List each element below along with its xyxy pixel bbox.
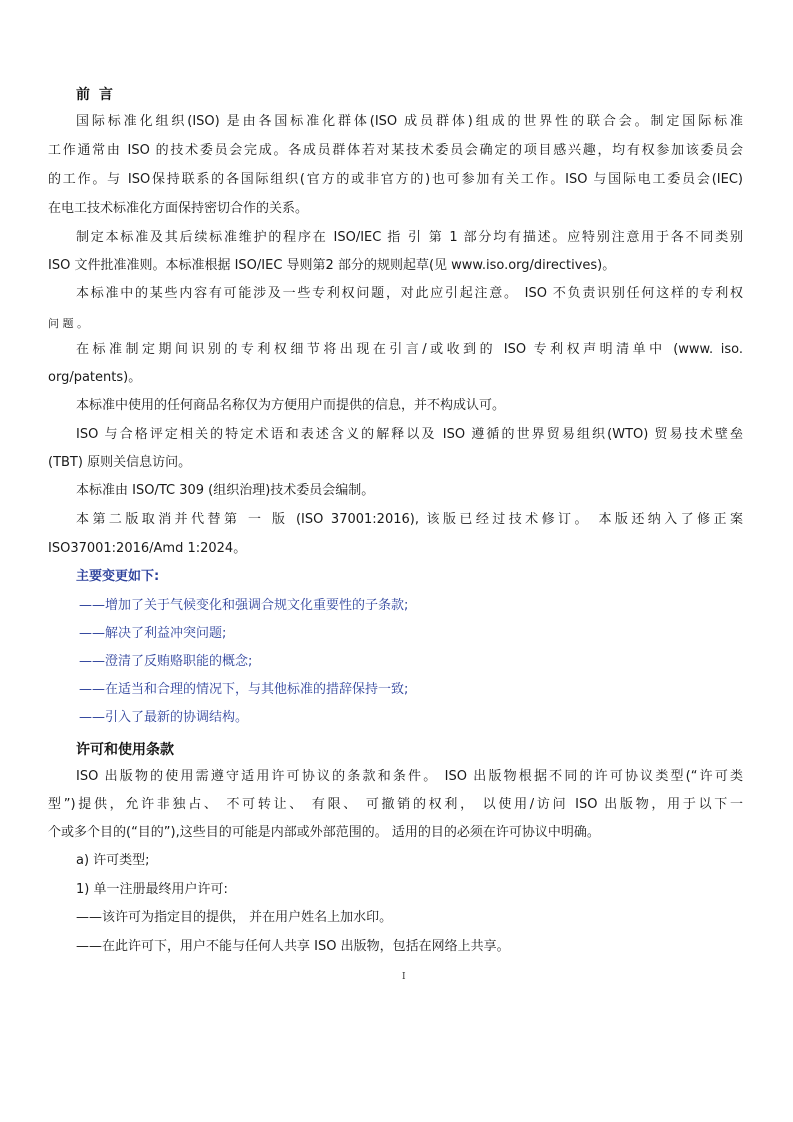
foreword-p3-line2: 问 题 。 <box>48 317 88 330</box>
license-intro-line2: 型”)提供，允许非独占、 不可转让、 有限、 可撤销的权利， 以使用/访问 ISO 出版物，用于以下一 <box>48 797 743 812</box>
foreword-p1-line1: 国际标准化组织(ISO) 是由各国标准化群体(ISO 成员群体)组成的世界性的联合会。制定国际标准 <box>76 114 743 129</box>
change-item-1: ——增加了关于气候变化和强调合规文化重要性的子条款; <box>79 598 409 613</box>
foreword-p7-line1: 本标准由 ISO/TC 309 (组织治理)技术委员会编制。 <box>76 483 375 498</box>
foreword-p8-line1: 本第二版取消并代替第 一 版 (ISO 37001:2016), 该版已经过技术修订。 本版还纳入了修正案 <box>76 512 743 527</box>
foreword-p2-line2: ISO 文件批准准则。本标准根据 ISO/IEC 导则第2 部分的规则起草(见 www.iso.org/directives)。 <box>48 258 616 273</box>
license-item-1: 1) 单一注册最终用户许可: <box>76 882 228 897</box>
license-dash-2: ——在此许可下，用户不能与任何人共享 ISO 出版物，包括在网络上共享。 <box>76 939 510 954</box>
page-number: I <box>402 972 406 982</box>
license-item-a: a) 许可类型; <box>76 853 150 868</box>
foreword-p1-line4: 在电工技术标准化方面保持密切合作的关系。 <box>48 201 309 216</box>
foreword-heading: 前 言 <box>76 87 115 103</box>
foreword-p6-line1: ISO 与合格评定相关的特定术语和表述含义的解释以及 ISO 遵循的世界贸易组织(WTO) 贸易技术壁垒 <box>76 427 743 442</box>
license-intro-line1: ISO 出版物的使用需遵守适用许可协议的条款和条件。 ISO 出版物根据不同的许可协议类型(“许可类 <box>76 769 743 784</box>
foreword-p4-line1: 在标准制定期间识别的专利权细节将出现在引言/或收到的 ISO 专利权声明清单中 (www. iso. <box>76 342 743 357</box>
change-item-3: ——澄清了反贿赂职能的概念; <box>79 654 253 669</box>
foreword-p3-line1: 本标准中的某些内容有可能涉及一些专利权问题，对此应引起注意。 ISO 不负责识别任何这样的专利权 <box>76 286 743 301</box>
change-item-4: ——在适当和合理的情况下，与其他标准的措辞保持一致; <box>79 682 409 697</box>
foreword-p4-line2: org/patents)。 <box>48 370 142 385</box>
foreword-p6-line2: (TBT) 原则关信息访问。 <box>48 455 192 470</box>
foreword-p2-line1: 制定本标准及其后续标准维护的程序在 ISO/IEC 指 引 第 1 部分均有描述。应特别注意用于各不同类别 <box>76 230 743 245</box>
change-item-5: ——引入了最新的协调结构。 <box>79 710 249 725</box>
license-dash-1: ——该许可为指定目的提供， 并在用户姓名上加水印。 <box>76 910 393 925</box>
change-item-2: ——解决了利益冲突问题; <box>79 626 227 641</box>
foreword-p5-line1: 本标准中使用的任何商品名称仅为方便用户而提供的信息，并不构成认可。 <box>76 398 506 413</box>
foreword-p1-line2: 工作通常由 ISO 的技术委员会完成。各成员群体若对某技术委员会确定的项目感兴趣，均有权参加该委员会 <box>48 143 743 158</box>
license-heading: 许可和使用条款 <box>76 742 174 758</box>
foreword-p8-line2: ISO37001:2016/Amd 1:2024。 <box>48 541 247 556</box>
license-intro-line3: 个或多个目的(“目的”),这些目的可能是内部或外部范围的。 适用的目的必须在许可协议中明确。 <box>48 825 600 840</box>
foreword-p1-line3: 的工作。与 ISO保持联系的各国际组织(官方的或非官方的)也可参加有关工作。ISO 与国际电工委员会(IEC) <box>48 172 743 187</box>
changes-title: 主要变更如下: <box>76 569 160 584</box>
